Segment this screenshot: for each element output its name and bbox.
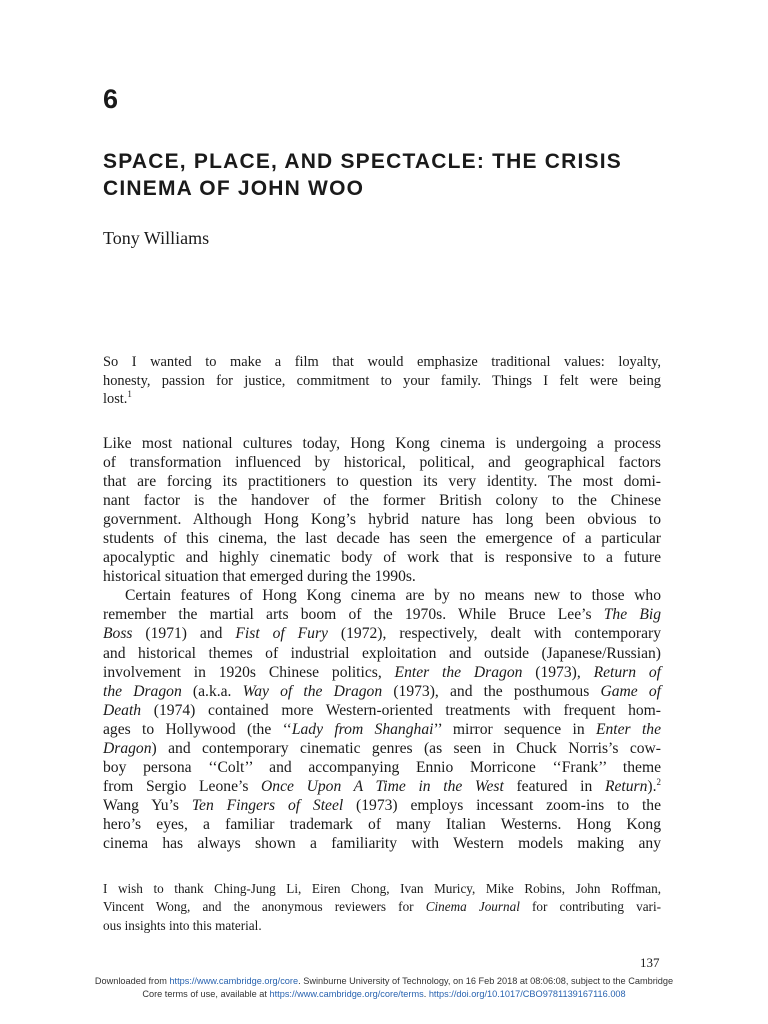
text-run: (1973), and the posthumous <box>382 682 601 700</box>
journal-title: Cinema Journal <box>425 899 520 915</box>
body-line: historical situation that emerged during the 1990s. <box>103 568 416 586</box>
film-title: Ten Fingers of Steel <box>191 796 344 814</box>
download-notice-line <box>0 988 768 1001</box>
body-line <box>103 720 661 739</box>
body-line: and historical themes of industrial exploitation and outside (Japanese/Russian) <box>103 644 661 662</box>
body-line <box>103 605 661 624</box>
chapter-title-line: CINEMA OF JOHN WOO <box>103 177 365 200</box>
text-run: Vincent Wong, and the anonymous reviewers for <box>103 899 426 915</box>
film-title: the Dragon <box>103 682 182 700</box>
body-line: nant factor is the handover of the former British colony to the Chinese <box>103 492 661 510</box>
text-run: ). <box>647 777 657 795</box>
download-notice-line <box>0 975 768 988</box>
text-run: ’’ mirror sequence in <box>433 720 596 738</box>
body-line <box>103 663 661 682</box>
text-run: (a.k.a. <box>181 682 243 700</box>
film-title: Death <box>103 701 142 719</box>
doi-link[interactable]: https://doi.org/10.1017/CBO9781139167116.008 <box>428 989 626 999</box>
body-text <box>103 434 661 853</box>
chapter-title <box>103 148 703 202</box>
epigraph-line-text: lost. <box>103 391 128 407</box>
film-title: Boss <box>103 625 133 643</box>
body-line: students of this cinema, the last decade has seen the emergence of a particular <box>103 530 661 548</box>
text-run: featured in <box>503 777 605 795</box>
body-line <box>103 796 661 815</box>
body-line <box>103 682 661 701</box>
footnote-line: I wish to thank Ching-Jung Li, Eiren Chong, Ivan Muricy, Mike Robins, John Roffman, <box>103 881 661 896</box>
footnote-line <box>103 898 661 916</box>
text-run: (1974) contained more Western-oriented treatments with frequent hom- <box>141 701 661 719</box>
download-notice <box>0 975 768 1001</box>
body-line: of transformation influenced by historical, political, and geographical factors <box>103 454 661 472</box>
body-line: government. Although Hong Kong’s hybrid nature has long been obvious to <box>103 511 661 529</box>
film-title: Way of the Dragon <box>242 682 383 700</box>
text-run: from Sergio Leone’s <box>103 777 262 795</box>
text-run: (1973), <box>522 663 594 681</box>
footnote-line: ous insights into this material. <box>103 917 262 933</box>
notice-text: . Swinburne University of Technology, on 16 Feb 2018 at 08:06:08, subject to the Cambridge <box>298 976 674 986</box>
body-line <box>103 701 661 720</box>
footnote-marker: 2 <box>656 776 661 787</box>
film-title: The Big <box>603 606 661 624</box>
epigraph-line: honesty, passion for justice, commitment to your family. Things I felt were being <box>103 372 661 389</box>
text-run: involvement in 1920s Chinese politics, <box>103 663 395 681</box>
film-title: Fist of Fury <box>235 625 328 643</box>
body-line: Certain features of Hong Kong cinema are by no means new to those who <box>125 587 661 605</box>
film-title: Dragon <box>103 739 152 757</box>
body-line <box>103 739 661 758</box>
text-run: Wang Yu’s <box>103 796 192 814</box>
film-title: Return of <box>593 663 661 681</box>
notice-text: Core terms of use, available at <box>142 989 270 999</box>
epigraph <box>103 353 661 409</box>
chapter-title-line: SPACE, PLACE, AND SPECTACLE: THE CRISIS <box>103 150 622 173</box>
notice-text: Downloaded from <box>94 976 170 986</box>
notice-text: . <box>423 989 429 999</box>
film-title: Enter the <box>595 720 662 738</box>
body-line <box>103 624 661 643</box>
body-line <box>103 777 661 796</box>
chapter-number: 6 <box>103 84 119 114</box>
text-run: ) and contemporary cinematic genres (as seen in Chuck Norris’s cow- <box>151 739 661 757</box>
film-title: Lady from Shanghai <box>291 720 434 738</box>
epigraph-line <box>103 390 661 409</box>
film-title: Once Upon A Time in the West <box>261 777 504 795</box>
terms-link[interactable]: https://www.cambridge.org/core/terms <box>269 989 424 999</box>
film-title: Enter the Dragon <box>394 663 523 681</box>
text-run: (1971) and <box>132 625 236 643</box>
film-title: Return <box>604 777 648 795</box>
body-line: that are forcing its practitioners to question its very identity. The most domi- <box>103 473 661 491</box>
body-line: boy persona ‘‘Colt’’ and accompanying Ennio Morricone ‘‘Frank’’ theme <box>103 758 661 776</box>
film-title: Game of <box>600 682 661 700</box>
text-run: (1973) employs incessant zoom-ins to the <box>343 796 661 814</box>
text-run: (1972), respectively, dealt with contemporary <box>327 625 662 643</box>
text-run: remember the martial arts boom of the 1970s. While Bruce Lee’s <box>103 606 604 624</box>
page-number: 137 <box>640 955 660 970</box>
text-run: ages to Hollywood (the ‘‘ <box>103 720 292 738</box>
epigraph-line: So I wanted to make a film that would emphasize traditional values: loyalty, <box>103 354 661 370</box>
body-line: cinema has always shown a familiarity with Western models making any <box>103 834 661 852</box>
author-name: Tony Williams <box>103 228 210 248</box>
body-line: apocalyptic and highly cinematic body of work that is responsive to a future <box>103 549 661 567</box>
body-line: Like most national cultures today, Hong Kong cinema is undergoing a process <box>103 435 661 452</box>
footnote <box>103 880 661 935</box>
footnote-marker: 1 <box>127 389 132 400</box>
cambridge-core-link[interactable]: https://www.cambridge.org/core <box>169 976 299 986</box>
text-run: for contributing vari- <box>519 899 661 915</box>
body-line: hero’s eyes, a familiar trademark of many Italian Westerns. Hong Kong <box>103 815 661 833</box>
